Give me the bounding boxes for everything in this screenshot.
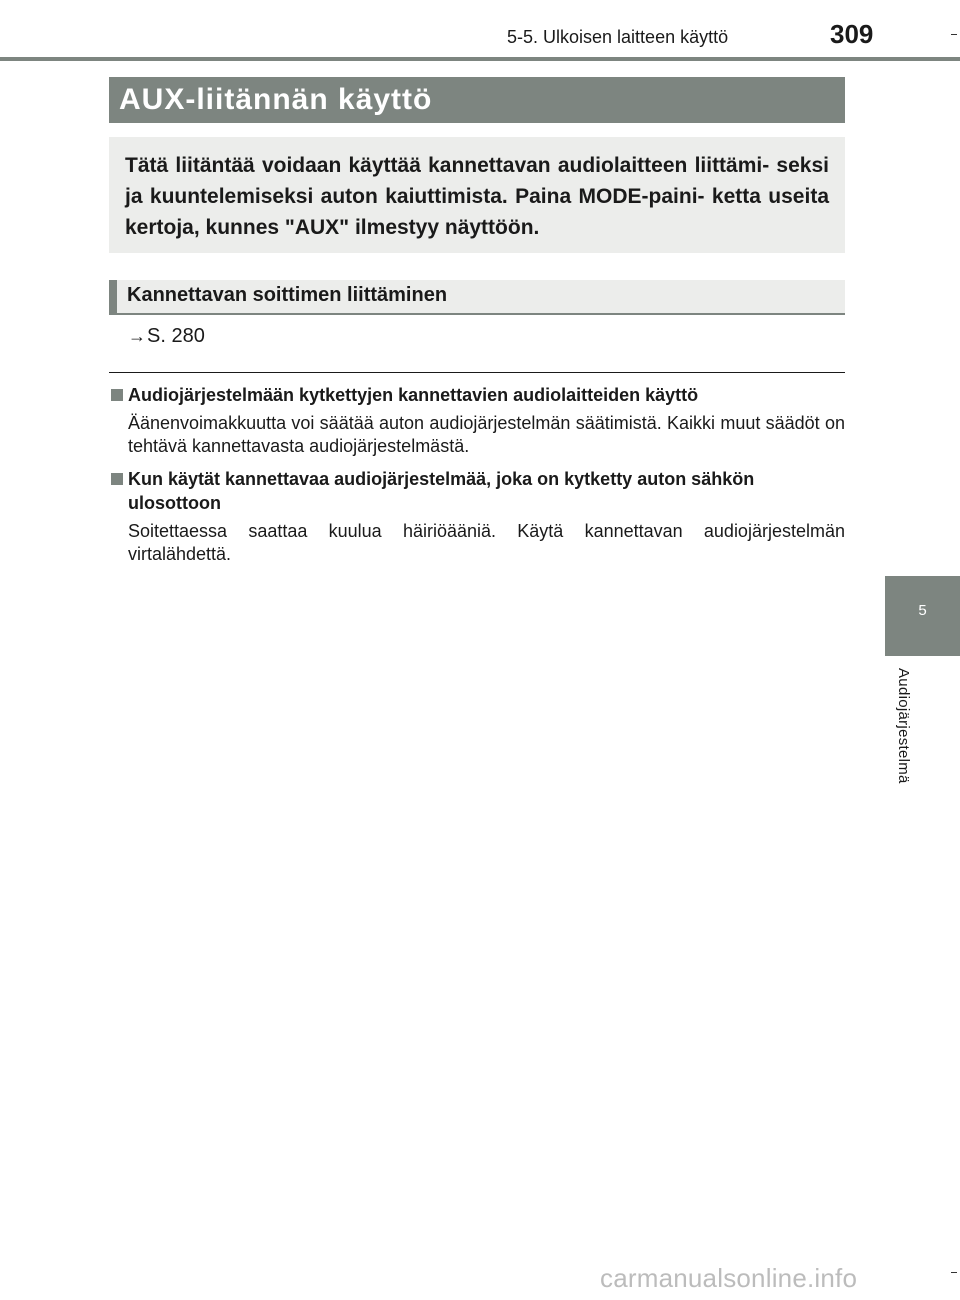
page-number: 309 [830, 19, 874, 49]
chapter-tab: 5 [885, 576, 960, 656]
subsection-marker [109, 280, 117, 313]
page-reference[interactable] [128, 325, 205, 348]
arrow-right-icon: → [128, 326, 146, 346]
square-bullet-icon [111, 389, 123, 401]
watermark: carmanualsonline.info [600, 1263, 858, 1293]
note-heading-text: Audiojärjestelmään kytkettyjen kannettavien audiolaitteiden käyttö [128, 385, 699, 405]
square-bullet-icon [111, 473, 123, 485]
intro-text: Tätä liitäntää voidaan käyttää kannettavan audiolaitteen liittämi- seksi ja kuuntelemiseksi auton kaiuttimista. Paina MODE-paini- ketta useita kertoja, kunnes "AUX" ilmestyy näyttöön. [125, 154, 829, 239]
section-title-band [109, 77, 845, 123]
crop-mark [951, 34, 957, 35]
page-reference-text: S. 280 [147, 325, 205, 347]
crop-mark [951, 1272, 957, 1273]
chapter-label: Audiojärjestelmä [895, 668, 912, 784]
note-heading [109, 467, 845, 515]
section-divider [109, 372, 845, 373]
running-head: 5-5. Ulkoisen laitteen käyttö [507, 27, 729, 47]
note-block [109, 467, 845, 566]
section-title: AUX-liitännän käyttö [119, 83, 433, 116]
note-body: Äänenvoimakkuutta voi säätää auton audiojärjestelmän säätimistä. Kaikki muut säädöt on tehtävä kannettavasta audiojärjestelmästä. [128, 413, 845, 456]
note-block [109, 383, 845, 458]
subsection-header [109, 280, 845, 315]
header-rule [0, 57, 960, 61]
note-heading [109, 383, 845, 407]
subsection-title: Kannettavan soittimen liittäminen [127, 284, 448, 306]
note-heading-text: Kun käytät kannettavaa audiojärjestelmää, joka on kytketty auton sähkön ulosottoon [128, 469, 755, 513]
intro-box [109, 137, 845, 253]
note-body: Soitettaessa saattaa kuulua häiriöääniä. Käytä kannettavan audiojärjestelmän virtalähdettä. [128, 521, 845, 564]
